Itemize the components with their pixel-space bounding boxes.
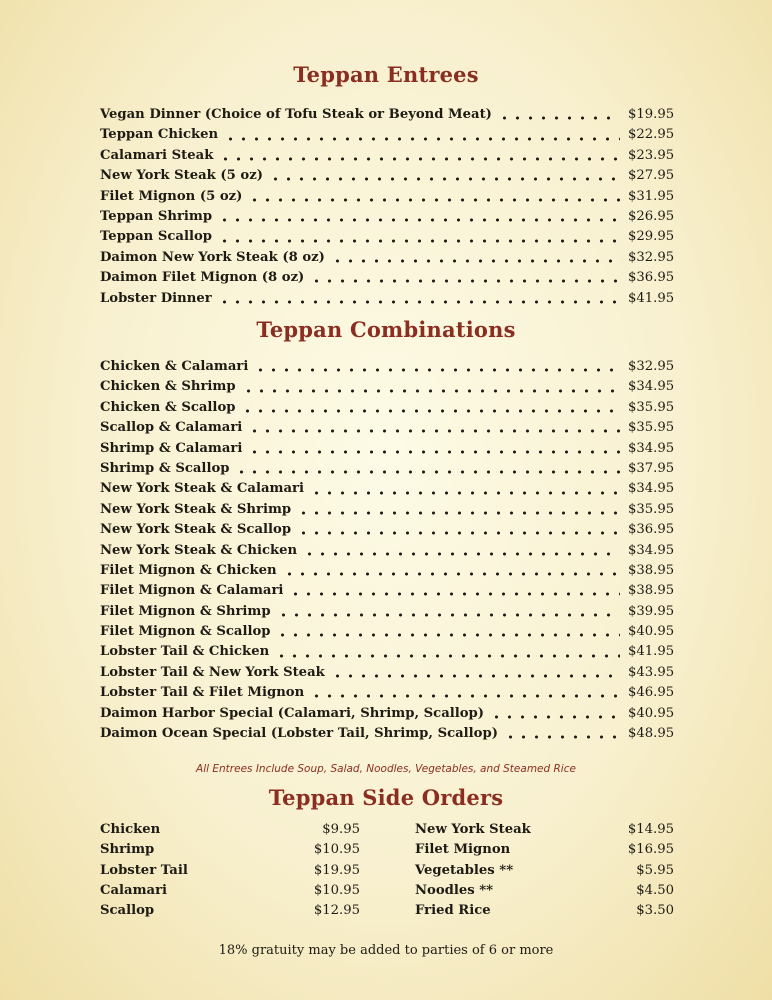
dot-leader: [218, 218, 620, 222]
dot-leader: [283, 572, 620, 576]
menu-item-name: Shrimp & Scallop: [100, 460, 230, 476]
menu-item-name: Lobster Tail & New York Steak: [100, 664, 325, 680]
dot-leader: [310, 491, 620, 495]
side-order-name: Vegetables **: [415, 862, 514, 878]
side-order-price: $16.95: [627, 842, 674, 858]
side-order-row: [415, 842, 674, 862]
menu-item-price: $34.95: [628, 542, 675, 558]
side-order-name: Calamari: [100, 882, 168, 898]
menu-item-name: New York Steak & Calamari: [100, 481, 304, 497]
menu-item-row: [100, 685, 674, 705]
side-order-name: Filet Mignon: [415, 842, 511, 858]
menu-item-price: $32.95: [628, 359, 675, 374]
side-order-price: $19.95: [313, 862, 360, 878]
menu-item-name: Daimon Harbor Special (Calamari, Shrimp, Scallop): [100, 705, 485, 721]
side-order-price: $12.95: [313, 903, 360, 919]
dot-leader: [218, 300, 620, 304]
menu-item-name: Vegan Dinner (Choice of Tofu Steak or Beyond Meat): [100, 107, 492, 122]
menu-item-row: [100, 148, 674, 168]
side-orders-right-column: [415, 822, 674, 923]
menu-item-row: [100, 107, 674, 127]
menu-item-row: [100, 189, 674, 209]
menu-item-name: Scallop & Calamari: [100, 420, 243, 436]
menu-item-price: $26.95: [628, 208, 675, 224]
menu-item-name: Daimon Filet Mignon (8 oz): [100, 270, 305, 286]
menu-item-price: $36.95: [628, 270, 675, 286]
menu-item-row: [100, 420, 674, 440]
side-order-price: $4.50: [636, 882, 674, 898]
dot-leader: [303, 552, 620, 556]
combinations-heading: Teppan Combinations: [256, 317, 516, 342]
dot-leader: [297, 511, 620, 515]
dot-leader: [310, 279, 620, 283]
menu-item-row: [100, 441, 674, 461]
menu-item-name: Chicken & Shrimp: [100, 379, 236, 395]
dot-leader: [248, 450, 620, 454]
menu-item-row: [100, 563, 674, 583]
dot-leader: [498, 116, 620, 120]
menu-item-name: New York Steak & Scallop: [100, 522, 292, 538]
menu-item-row: [100, 359, 674, 379]
dot-leader: [276, 633, 620, 637]
menu-item-price: $46.95: [628, 685, 675, 701]
menu-item-name: Filet Mignon & Shrimp: [100, 603, 271, 619]
menu-item-row: [100, 168, 674, 188]
entrees-include-note: All Entrees Include Soup, Salad, Noodles, Vegetables, and Steamed Rice: [196, 763, 576, 775]
menu-item-name: New York Steak & Shrimp: [100, 501, 292, 517]
menu-item-name: Lobster Tail & Chicken: [100, 644, 270, 660]
menu-item-name: Calamari Steak: [100, 147, 214, 163]
side-order-name: Shrimp: [100, 842, 155, 858]
menu-item-price: $22.95: [628, 127, 675, 143]
menu-item-price: $35.95: [628, 399, 675, 415]
menu-item-price: $35.95: [628, 501, 675, 517]
menu-item-price: $36.95: [628, 522, 675, 538]
menu-item-row: [100, 624, 674, 644]
side-order-row: [100, 822, 360, 842]
menu-item-name: Teppan Chicken: [100, 127, 219, 143]
menu-item-price: $41.95: [628, 644, 675, 660]
menu-item-row: [100, 543, 674, 563]
menu-item-price: $29.95: [628, 229, 675, 245]
menu-item-name: Lobster Tail & Filet Mignon: [100, 685, 305, 701]
menu-item-name: Filet Mignon & Scallop: [100, 624, 271, 640]
side-order-row: [100, 863, 360, 883]
menu-item-row: [100, 644, 674, 664]
side-order-row: [100, 842, 360, 862]
side-order-price: $10.95: [313, 882, 360, 898]
menu-item-price: $38.95: [628, 583, 675, 599]
menu-item-row: [100, 726, 674, 746]
menu-item-price: $34.95: [628, 379, 675, 395]
menu-item-price: $41.95: [628, 290, 675, 306]
side-order-name: Fried Rice: [415, 903, 491, 919]
side-order-name: New York Steak: [415, 822, 531, 837]
dot-leader: [277, 613, 620, 617]
dot-leader: [310, 694, 620, 698]
side-orders-left-column: [100, 822, 360, 923]
side-order-row: [415, 903, 674, 923]
menu-item-price: $37.95: [628, 460, 675, 476]
side-order-row: [415, 863, 674, 883]
menu-item-row: [100, 522, 674, 542]
menu-item-name: Filet Mignon & Calamari: [100, 583, 284, 599]
menu-item-row: [100, 209, 674, 229]
menu-item-name: Filet Mignon & Chicken: [100, 562, 277, 578]
menu-item-price: $38.95: [628, 562, 675, 578]
menu-item-row: [100, 502, 674, 522]
entrees-list: [100, 107, 674, 311]
menu-item-price: $40.95: [628, 624, 675, 640]
dot-leader: [269, 177, 620, 181]
menu-item-price: $34.95: [628, 481, 675, 497]
menu-item-name: Daimon Ocean Special (Lobster Tail, Shrimp, Scallop): [100, 726, 498, 742]
menu-item-price: $35.95: [628, 420, 675, 436]
menu-item-name: New York Steak & Chicken: [100, 542, 298, 558]
dot-leader: [248, 429, 620, 433]
menu-item-price: $34.95: [628, 440, 675, 456]
menu-item-name: Lobster Dinner: [100, 290, 212, 306]
dot-leader: [289, 592, 620, 596]
menu-item-row: [100, 481, 674, 501]
combinations-list: [100, 359, 674, 746]
dot-leader: [331, 259, 620, 263]
side-orders-heading: Teppan Side Orders: [268, 785, 504, 810]
menu-item-row: [100, 250, 674, 270]
side-order-row: [100, 883, 360, 903]
menu-item-row: [100, 706, 674, 726]
menu-item-name: Filet Mignon (5 oz): [100, 188, 243, 204]
dot-leader: [224, 137, 620, 141]
side-order-name: Scallop: [100, 903, 155, 919]
dot-leader: [218, 239, 620, 243]
menu-item-row: [100, 583, 674, 603]
menu-item-row: [100, 229, 674, 249]
menu-item-name: Shrimp & Calamari: [100, 440, 243, 456]
menu-item-price: $19.95: [628, 107, 675, 122]
dot-leader: [490, 715, 620, 719]
menu-item-name: Daimon New York Steak (8 oz): [100, 249, 325, 265]
dot-leader: [275, 654, 620, 658]
menu-item-name: Teppan Shrimp: [100, 208, 213, 224]
menu-item-name: Chicken & Scallop: [100, 399, 236, 415]
side-order-price: $10.95: [313, 842, 360, 858]
menu-item-price: $39.95: [628, 603, 675, 619]
dot-leader: [504, 735, 620, 739]
side-order-price: $9.95: [322, 822, 360, 837]
dot-leader: [248, 198, 620, 202]
menu-item-row: [100, 379, 674, 399]
menu-item-price: $48.95: [628, 726, 675, 742]
side-order-name: Noodles **: [415, 882, 494, 898]
menu-item-name: New York Steak (5 oz): [100, 168, 263, 184]
menu-item-price: $27.95: [628, 168, 675, 184]
menu-item-row: [100, 461, 674, 481]
dot-leader: [242, 389, 620, 393]
menu-item-row: [100, 291, 674, 311]
menu-item-price: $32.95: [628, 249, 675, 265]
dot-leader: [254, 368, 620, 372]
dot-leader: [219, 157, 620, 161]
menu-item-name: Teppan Scallop: [100, 229, 212, 245]
side-order-name: Lobster Tail: [100, 862, 188, 878]
side-order-price: $14.95: [627, 822, 674, 837]
side-order-row: [100, 903, 360, 923]
menu-item-row: [100, 604, 674, 624]
dot-leader: [241, 409, 620, 413]
menu-item-price: $31.95: [628, 188, 675, 204]
menu-item-row: [100, 270, 674, 290]
dot-leader: [331, 674, 620, 678]
side-order-row: [415, 883, 674, 903]
menu-item-row: [100, 400, 674, 420]
menu-item-row: [100, 127, 674, 147]
entrees-heading: Teppan Entrees: [293, 62, 479, 87]
side-order-row: [415, 822, 674, 842]
menu-item-price: $23.95: [628, 147, 675, 163]
dot-leader: [297, 531, 620, 535]
menu-item-price: $43.95: [628, 664, 675, 680]
menu-item-name: Chicken & Calamari: [100, 359, 249, 374]
dot-leader: [235, 470, 620, 474]
side-order-name: Chicken: [100, 822, 161, 837]
side-order-price: $3.50: [636, 903, 674, 919]
side-order-price: $5.95: [636, 862, 674, 878]
menu-item-row: [100, 665, 674, 685]
menu-item-price: $40.95: [628, 705, 675, 721]
gratuity-footer: 18% gratuity may be added to parties of 6 or more: [218, 943, 554, 958]
